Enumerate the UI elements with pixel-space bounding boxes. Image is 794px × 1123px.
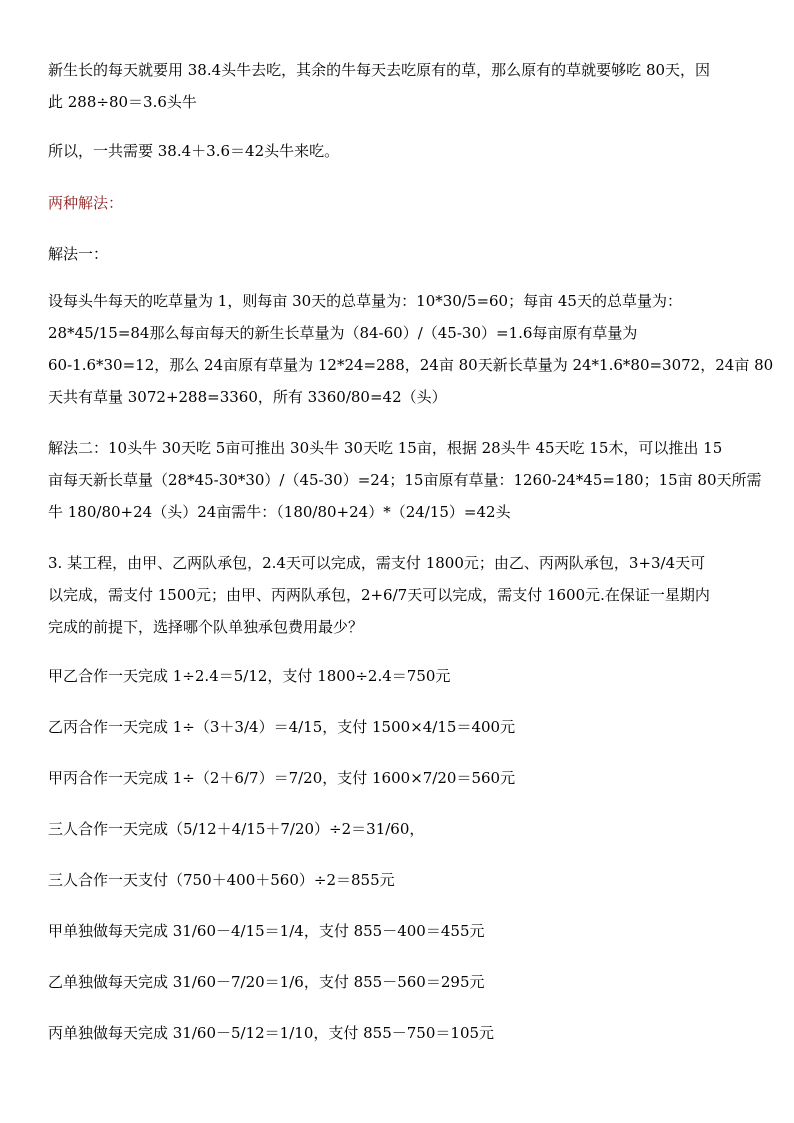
method1-line-2: 28*45/15=84那么每亩每天的新生长草量为（84-60）/（45-30）=1.6每亩原有草量为: [48, 324, 638, 342]
conclusion-paragraph: 所以，一共需要 38.4＋3.6＝42头牛来吃。: [48, 142, 340, 160]
method1-line-3: 60-1.6*30=12，那么 24亩原有草量为 12*24=288，24亩 80天新长草量为 24*1.6*80=3072，24亩 80: [48, 356, 774, 374]
intro-paragraph: [48, 54, 768, 118]
method2-line-3: 牛 180/80+24（头）24亩需牛：（180/80+24）*（24/15）=42头: [48, 503, 511, 521]
intro-line-2: 此 288÷80＝3.6头牛: [48, 93, 197, 111]
method2-line-2: 亩每天新长草量（28*45-30*30）/（45-30）=24；15亩原有草量：1260-24*45=180；15亩 80天所需: [48, 471, 762, 489]
step-4: 三人合作一天完成（5/12＋4/15＋7/20）÷2＝31/60，: [48, 820, 425, 838]
step-5: 三人合作一天支付（750＋400＋560）÷2＝855元: [48, 871, 395, 889]
method1-line-4: 天共有草量 3072+288=3360，所有 3360/80=42（头）: [48, 388, 447, 406]
problem3-line-2: 以完成，需支付 1500元；由甲、丙两队承包，2+6/7天可以完成，需支付 1600元.在保证一星期内: [48, 586, 710, 604]
method2-paragraph: [48, 432, 768, 528]
step-2: 乙丙合作一天完成 1÷（3＋3/4）＝4/15，支付 1500×4/15＝400元: [48, 718, 516, 736]
step-7: 乙单独做每天完成 31/60－7/20＝1/6，支付 855－560＝295元: [48, 973, 485, 991]
method1-heading: 解法一：: [48, 245, 109, 263]
intro-line-1: 新生长的每天就要用 38.4头牛去吃，其余的牛每天去吃原有的草，那么原有的草就要够吃 80天，因: [48, 61, 711, 79]
step-3: 甲丙合作一天完成 1÷（2＋6/7）＝7/20，支付 1600×7/20＝560元: [48, 769, 516, 787]
problem3-line-3: 完成的前提下，选择哪个队单独承包费用最少？: [48, 618, 364, 636]
problem3-paragraph: [48, 547, 768, 643]
methods-heading: 两种解法：: [48, 194, 124, 212]
method1-line-1: 设每头牛每天的吃草量为 1，则每亩 30天的总草量为：10*30/5=60；每亩 45天的总草量为：: [48, 292, 682, 310]
method2-line-1: 解法二：10头牛 30天吃 5亩可推出 30头牛 30天吃 15亩，根据 28头牛 45天吃 15木，可以推出 15: [48, 439, 723, 457]
method1-paragraph: [48, 285, 774, 413]
step-6: 甲单独做每天完成 31/60－4/15＝1/4，支付 855－400＝455元: [48, 922, 485, 940]
problem3-line-1: 3. 某工程，由甲、乙两队承包，2.4天可以完成，需支付 1800元；由乙、丙两队承包，3+3/4天可: [48, 554, 706, 572]
step-8: 丙单独做每天完成 31/60－5/12＝1/10，支付 855－750＝105元: [48, 1024, 495, 1042]
step-1: 甲乙合作一天完成 1÷2.4＝5/12，支付 1800÷2.4＝750元: [48, 667, 451, 685]
